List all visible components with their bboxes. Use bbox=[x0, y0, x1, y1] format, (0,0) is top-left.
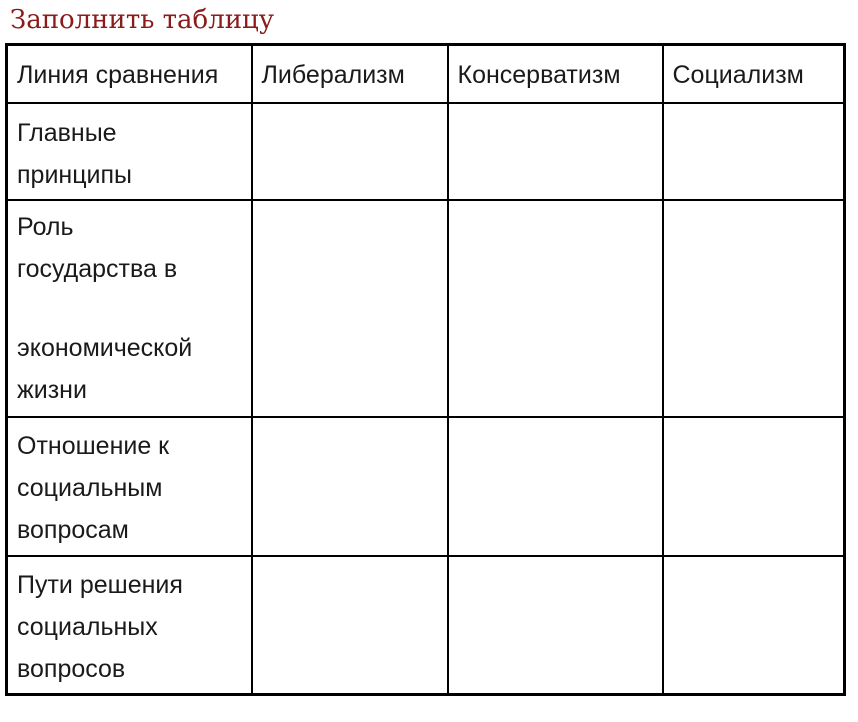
header-label: Социализм bbox=[672, 61, 804, 89]
header-cell-liberalism bbox=[252, 45, 448, 103]
table-header-row bbox=[7, 45, 845, 103]
row-label bbox=[8, 201, 251, 411]
header-label: Линия сравнения bbox=[17, 61, 219, 89]
row-label-line: социальных bbox=[17, 612, 158, 641]
empty-cell-socialism[interactable] bbox=[663, 103, 845, 200]
table-row bbox=[7, 556, 845, 695]
row-label-cell bbox=[7, 417, 252, 556]
header-label: Либерализм bbox=[261, 61, 405, 89]
row-label bbox=[8, 418, 251, 551]
row-label-line: государства в bbox=[17, 254, 178, 283]
page-title: Заполнить таблицу bbox=[10, 5, 275, 35]
header-cell-comparison-line bbox=[7, 45, 252, 103]
empty-cell-liberalism[interactable] bbox=[252, 103, 448, 200]
header-cell-conservatism bbox=[448, 45, 663, 103]
empty-cell-liberalism[interactable] bbox=[252, 556, 448, 695]
row-label bbox=[8, 557, 251, 690]
comparison-table bbox=[5, 43, 846, 696]
empty-cell-conservatism[interactable] bbox=[448, 417, 663, 556]
row-label-line: принципы bbox=[17, 160, 133, 189]
row-label-line: социальным bbox=[17, 473, 163, 502]
row-label-line: Роль bbox=[17, 212, 74, 241]
empty-cell-socialism[interactable] bbox=[663, 200, 845, 417]
row-label bbox=[8, 104, 251, 196]
row-label-line: Отношение к bbox=[17, 431, 170, 460]
row-label-line: вопросов bbox=[17, 654, 126, 683]
row-label-line: Пути решения bbox=[17, 570, 183, 599]
row-label-line: вопросам bbox=[17, 515, 129, 544]
row-label-cell bbox=[7, 556, 252, 695]
row-label-cell bbox=[7, 103, 252, 200]
header-cell-socialism bbox=[663, 45, 845, 103]
empty-cell-conservatism[interactable] bbox=[448, 200, 663, 417]
table-row bbox=[7, 417, 845, 556]
empty-cell-liberalism[interactable] bbox=[252, 200, 448, 417]
table-row bbox=[7, 103, 845, 200]
header-label: Консерватизм bbox=[457, 61, 621, 89]
empty-cell-liberalism[interactable] bbox=[252, 417, 448, 556]
empty-cell-conservatism[interactable] bbox=[448, 103, 663, 200]
table-row bbox=[7, 200, 845, 417]
empty-cell-socialism[interactable] bbox=[663, 417, 845, 556]
row-label-cell bbox=[7, 200, 252, 417]
row-label-line: жизни bbox=[17, 375, 87, 404]
row-label-line: экономической bbox=[17, 333, 193, 362]
row-label-line: Главные bbox=[17, 118, 117, 147]
empty-cell-socialism[interactable] bbox=[663, 556, 845, 695]
empty-cell-conservatism[interactable] bbox=[448, 556, 663, 695]
